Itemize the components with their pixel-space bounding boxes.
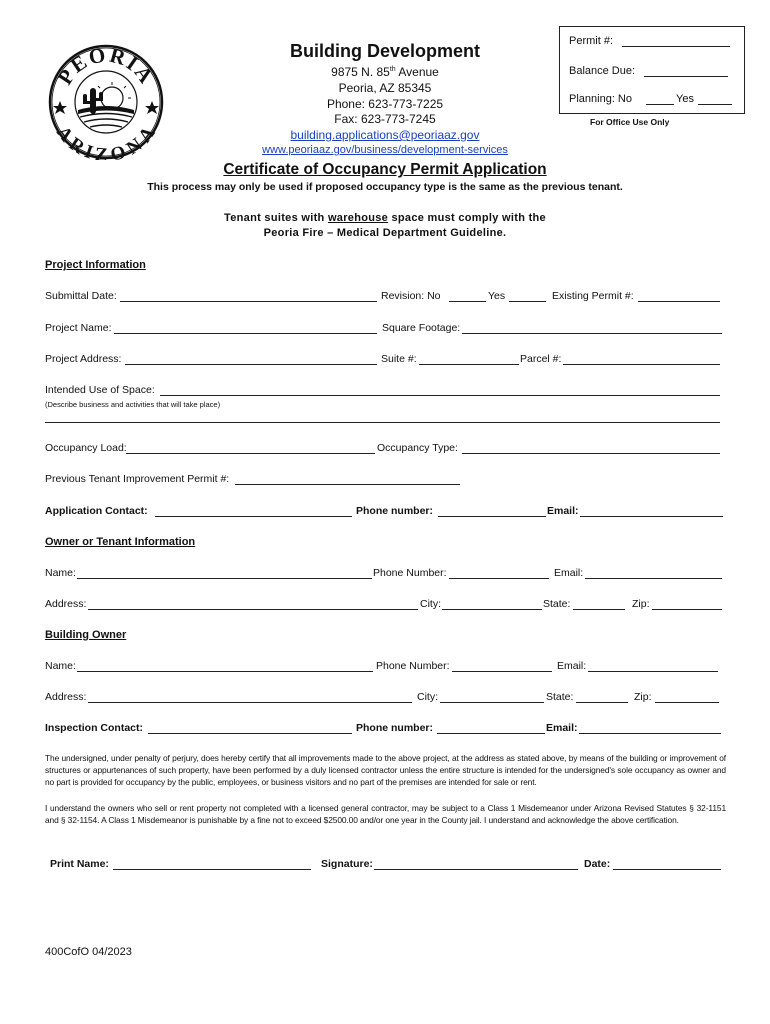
project-name-field[interactable] (114, 333, 377, 334)
occupancy-type-label: Occupancy Type: (377, 442, 458, 454)
office-use-box (559, 26, 745, 114)
suite-label: Suite #: (381, 353, 417, 365)
date-label: Date: (584, 858, 611, 870)
building-owner-zip-label: Zip: (634, 691, 652, 703)
address-street: 9875 N. 85 (331, 65, 390, 79)
parcel-field[interactable] (563, 364, 720, 365)
svg-text:PEORIA (53, 44, 160, 89)
address-ordinal: th (389, 66, 396, 73)
inspection-email-field[interactable] (579, 733, 721, 734)
building-owner-city-field[interactable] (440, 702, 544, 703)
square-footage-label: Square Footage: (382, 322, 461, 334)
office-use-note: For Office Use Only (590, 117, 670, 127)
project-info-heading: Project Information (45, 259, 146, 271)
warehouse-word: warehouse (327, 212, 389, 224)
project-name-label: Project Name: (45, 322, 112, 334)
building-owner-state-label: State: (546, 691, 574, 703)
owner-tenant-city-field[interactable] (442, 609, 542, 610)
owner-tenant-name-label: Name: (45, 567, 76, 579)
form-title: Certificate of Occupancy Permit Application (223, 161, 547, 178)
warehouse-notice-post: space must comply with the (388, 212, 546, 224)
perjury-certification: The undersigned, under penalty of perjury, does hereby certify that all improvements made to the above project, at the address as stated above, by means of the building or improvement of structures or appurtenances of such property, have been performed by a duly licensed contractor unless the entire structure is intended for the undersigned's sole occupancy as owner and no part is provided for occupancy by the public, employees, or business visitors and no part of the premises are intended for sale or rent. (45, 753, 726, 787)
inspection-phone-field[interactable] (437, 733, 545, 734)
building-owner-address-field[interactable] (88, 702, 412, 703)
misdemeanor-notice: I understand the owners who sell or rent property not completed with a licensed general contractor, may be subject to a Class 1 Misdemeanor under Arizona Revised Statutes § 32-1151 and § 32-1154. A Class 1 Misdemeanor is punishable by a fine not to exceed $2500.00 and/or one year in the County jail. I understand and acknowledge the above certification. (45, 803, 726, 825)
building-owner-email-field[interactable] (588, 671, 718, 672)
intended-use-field[interactable] (160, 395, 720, 396)
seal-desert-scene-icon (78, 82, 134, 127)
owner-tenant-phone-field[interactable] (449, 578, 549, 579)
submittal-date-label: Submittal Date: (45, 290, 117, 302)
department-title: Building Development (289, 41, 480, 61)
department-website-link[interactable]: www.peoriaaz.gov/business/development-services (262, 144, 508, 156)
owner-tenant-zip-field[interactable] (652, 609, 722, 610)
permit-number-label: Permit #: (569, 35, 614, 47)
phone-line: Phone: 623-773-7225 (326, 97, 444, 111)
svg-text:ARIZONA (52, 122, 160, 160)
submittal-date-field[interactable] (120, 301, 377, 302)
inspection-email-label: Email: (546, 722, 578, 734)
seal-graphic (48, 44, 164, 160)
date-field[interactable] (613, 869, 721, 870)
building-owner-name-field[interactable] (77, 671, 373, 672)
building-owner-heading: Building Owner (45, 629, 127, 641)
print-name-field[interactable] (113, 869, 311, 870)
intended-use-label: Intended Use of Space: (45, 384, 155, 396)
owner-tenant-email-field[interactable] (585, 578, 722, 579)
suite-field[interactable] (419, 364, 519, 365)
email-link-row (185, 128, 585, 142)
owner-tenant-state-field[interactable] (573, 609, 625, 610)
process-notice: This process may only be used if proposed occupancy type is the same as the previous tenant. (147, 181, 623, 193)
balance-due-label: Balance Due: (569, 65, 636, 77)
revision-yes-field[interactable] (509, 301, 546, 302)
department-email-link[interactable]: building.applications@peoriaaz.gov (290, 128, 480, 142)
building-owner-address-label: Address: (45, 691, 87, 703)
warehouse-notice-pre: Tenant suites with (224, 212, 328, 224)
project-address-field[interactable] (125, 364, 377, 365)
building-owner-name-label: Name: (45, 660, 76, 672)
building-owner-state-field[interactable] (576, 702, 628, 703)
owner-tenant-state-label: State: (543, 598, 571, 610)
fax-line: Fax: 623-773-7245 (334, 112, 436, 126)
permit-number-field[interactable] (622, 46, 730, 47)
seal-star-left-icon (53, 101, 67, 114)
owner-tenant-address-label: Address: (45, 598, 87, 610)
occupancy-type-field[interactable] (462, 453, 720, 454)
seal-top-text: PEORIA (52, 44, 160, 89)
owner-tenant-email-label: Email: (554, 567, 584, 579)
revision-no-field[interactable] (449, 301, 486, 302)
inspection-phone-label: Phone number: (356, 722, 434, 734)
project-address-label: Project Address: (45, 353, 122, 365)
owner-tenant-phone-label: Phone Number: (373, 567, 447, 579)
warehouse-notice (135, 212, 635, 224)
signature-label: Signature: (321, 858, 373, 870)
existing-permit-label: Existing Permit #: (552, 290, 634, 302)
previous-ti-permit-label: Previous Tenant Improvement Permit #: (45, 473, 230, 485)
previous-ti-permit-field[interactable] (235, 484, 460, 485)
form-code: 400CofO 04/2023 (45, 946, 132, 958)
revision-yes-label: Yes (488, 290, 506, 302)
application-contact-label: Application Contact: (45, 505, 148, 517)
address-street-suffix: Avenue (395, 65, 439, 79)
owner-tenant-address-field[interactable] (88, 609, 418, 610)
existing-permit-field[interactable] (638, 301, 720, 302)
building-owner-city-label: City: (417, 691, 438, 703)
address-line-1 (235, 65, 535, 79)
intended-use-hint: (Describe business and activities that will take place) (45, 400, 221, 409)
seal-bottom-text: ARIZONA (51, 122, 161, 160)
building-owner-email-label: Email: (557, 660, 587, 672)
peoria-arizona-seal (48, 44, 164, 160)
revision-no-label: Revision: No (381, 290, 441, 302)
planning-yes-label: Yes (676, 93, 694, 105)
application-phone-label: Phone number: (356, 505, 434, 517)
owner-tenant-zip-label: Zip: (632, 598, 650, 610)
inspection-contact-field[interactable] (148, 733, 352, 734)
occupancy-load-field[interactable] (126, 453, 375, 454)
planning-no-field[interactable] (646, 104, 674, 105)
building-owner-zip-field[interactable] (655, 702, 719, 703)
building-owner-phone-label: Phone Number: (376, 660, 450, 672)
address-line-2: Peoria, AZ 85345 (338, 81, 432, 95)
owner-tenant-name-field[interactable] (77, 578, 372, 579)
owner-tenant-city-label: City: (420, 598, 441, 610)
signature-field[interactable] (374, 869, 578, 870)
application-phone-field[interactable] (438, 516, 546, 517)
planning-yes-field[interactable] (698, 104, 732, 105)
square-footage-field[interactable] (462, 333, 722, 334)
fire-guideline-notice: Peoria Fire – Medical Department Guideline. (263, 227, 507, 239)
building-owner-phone-field[interactable] (452, 671, 552, 672)
inspection-contact-label: Inspection Contact: (45, 722, 144, 734)
occupancy-load-label: Occupancy Load: (45, 442, 127, 454)
application-email-label: Email: (547, 505, 579, 517)
parcel-label: Parcel #: (520, 353, 562, 365)
intended-use-field-line-2[interactable] (45, 422, 720, 423)
owner-tenant-heading: Owner or Tenant Information (45, 536, 196, 548)
website-link-row (185, 144, 585, 156)
application-email-field[interactable] (580, 516, 723, 517)
planning-no-label: Planning: No (569, 93, 632, 105)
seal-star-right-icon (145, 101, 159, 114)
balance-due-field[interactable] (644, 76, 728, 77)
application-contact-field[interactable] (155, 516, 352, 517)
print-name-label: Print Name: (50, 858, 109, 870)
